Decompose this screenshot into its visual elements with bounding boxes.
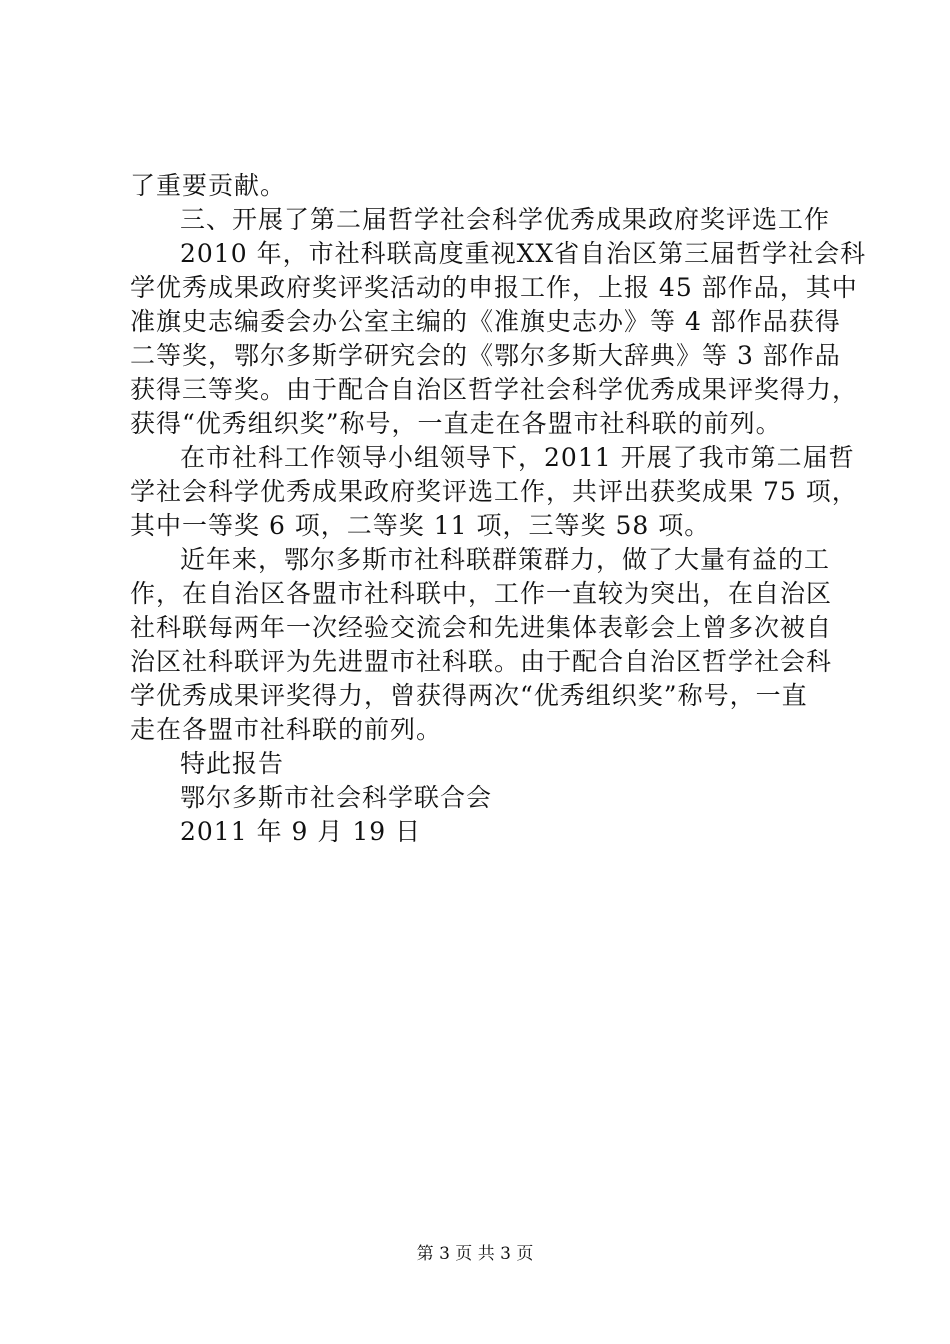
signature-date: 2011 年 9 月 19 日 [180,817,422,846]
text-line: 二等奖，鄂尔多斯学研究会的《鄂尔多斯大辞典》等 3 部作品 [130,341,841,370]
text-line: 学优秀成果评奖得力，曾获得两次“优秀组织奖”称号，一直 [130,681,808,710]
signature-organization: 鄂尔多斯市社会科学联合会 [180,783,493,812]
text-line: 学优秀成果政府奖评奖活动的申报工作，上报 45 部作品，其中 [130,273,858,302]
text-line: 获得“优秀组织奖”称号，一直走在各盟市社科联的前列。 [130,409,782,438]
text-line: 作，在自治区各盟市社科联中，工作一直较为突出，在自治区 [130,579,833,608]
text-line: 在市社科工作领导小组领导下，2011 开展了我市第二届哲 [180,443,855,472]
closing-text: 特此报告 [180,749,285,778]
text-line: 学社会科学优秀成果政府奖评选工作，共评出获奖成果 75 项， [130,477,858,506]
text-line: 其中一等奖 6 项，二等奖 11 项，三等奖 58 项。 [130,511,711,540]
text-line: 近年来，鄂尔多斯市社科联群策群力，做了大量有益的工 [180,545,831,574]
text-line: 走在各盟市社科联的前列。 [130,715,443,744]
text-line: 获得三等奖。由于配合自治区哲学社会科学优秀成果评奖得力， [130,375,859,404]
text-line: 准旗史志编委会办公室主编的《准旗史志办》等 4 部作品获得 [130,307,841,336]
page-number-footer: 第 3 页 共 3 页 [416,1244,534,1264]
text-line: 了重要贡献。 [130,171,287,200]
text-line: 社科联每两年一次经验交流会和先进集体表彰会上曾多次被自 [130,613,833,642]
text-line: 治区社科联评为先进盟市社科联。由于配合自治区哲学社会科 [130,647,833,676]
section-heading: 三、开展了第二届哲学社会科学优秀成果政府奖评选工作 [180,205,831,234]
text-line: 2010 年，市社科联高度重视XX省自治区第三届哲学社会科 [180,239,867,268]
